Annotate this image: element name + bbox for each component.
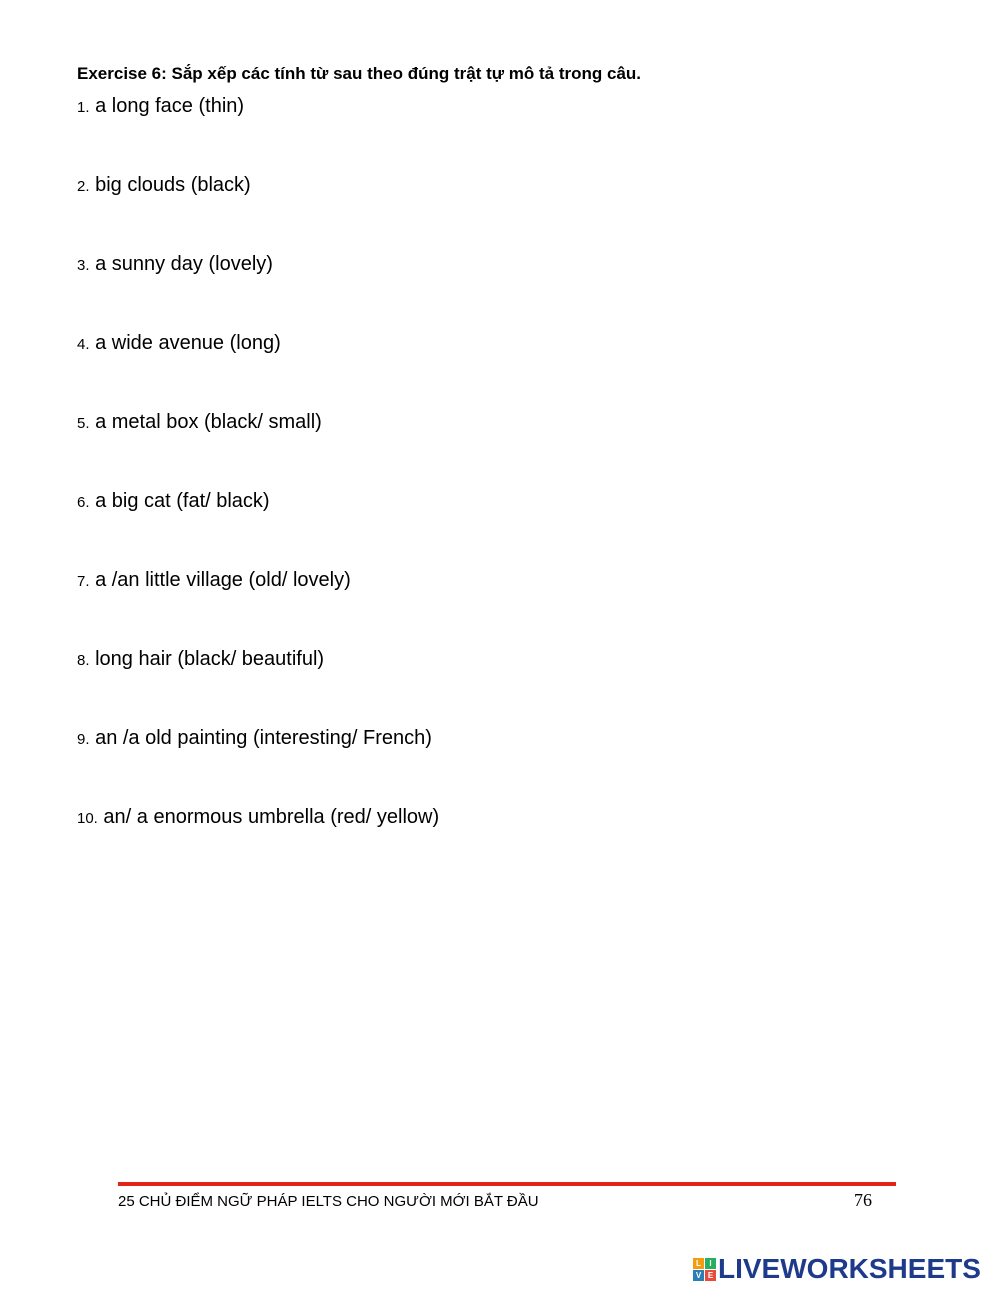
exercise-item-7 bbox=[77, 568, 351, 594]
liveworksheets-brand[interactable] bbox=[693, 1253, 981, 1285]
item-number: 3. bbox=[77, 257, 90, 274]
item-text: long hair (black/ beautiful) bbox=[89, 648, 325, 670]
item-text: a long face (thin) bbox=[89, 95, 245, 117]
exercise-item-1 bbox=[77, 94, 244, 120]
item-text: an /a old painting (interesting/ French) bbox=[89, 727, 432, 749]
exercise-item-5 bbox=[77, 410, 322, 436]
page-number: 76 bbox=[854, 1190, 872, 1210]
logo-cell: V bbox=[693, 1270, 704, 1281]
footer-book-title: 25 CHỦ ĐIỂM NGỮ PHÁP IELTS CHO NGƯỜI MỚI BẮT ĐẦU bbox=[118, 1193, 539, 1210]
item-text: a /an little village (old/ lovely) bbox=[89, 569, 351, 591]
exercise-item-2 bbox=[77, 173, 251, 199]
exercise-title: Exercise 6: Sắp xếp các tính từ sau theo đúng trật tự mô tả trong câu. bbox=[77, 64, 642, 83]
item-number: 10. bbox=[77, 810, 98, 827]
item-text: a big cat (fat/ black) bbox=[89, 490, 270, 512]
item-number: 2. bbox=[77, 178, 90, 195]
exercise-item-3 bbox=[77, 252, 273, 278]
item-text: a sunny day (lovely) bbox=[89, 253, 273, 275]
item-number: 8. bbox=[77, 652, 90, 669]
item-text: a metal box (black/ small) bbox=[89, 411, 322, 433]
item-number: 7. bbox=[77, 573, 90, 590]
item-text: an/ a enormous umbrella (red/ yellow) bbox=[97, 806, 440, 828]
logo-cell: I bbox=[705, 1258, 716, 1269]
exercise-item-6 bbox=[77, 489, 270, 515]
item-number: 4. bbox=[77, 336, 90, 353]
item-text: big clouds (black) bbox=[89, 174, 251, 196]
liveworksheets-logo-icon bbox=[693, 1258, 716, 1281]
exercise-item-8 bbox=[77, 647, 324, 673]
item-number: 5. bbox=[77, 415, 90, 432]
item-number: 1. bbox=[77, 99, 90, 116]
item-number: 9. bbox=[77, 731, 90, 748]
exercise-item-10 bbox=[77, 805, 439, 831]
logo-cell: E bbox=[705, 1270, 716, 1281]
logo-cell: L bbox=[693, 1258, 704, 1269]
item-text: a wide avenue (long) bbox=[89, 332, 281, 354]
exercise-item-9 bbox=[77, 726, 432, 752]
exercise-item-4 bbox=[77, 331, 281, 357]
item-number: 6. bbox=[77, 494, 90, 511]
brand-name: LIVEWORKSHEETS bbox=[718, 1253, 981, 1284]
footer-rule bbox=[118, 1182, 896, 1186]
